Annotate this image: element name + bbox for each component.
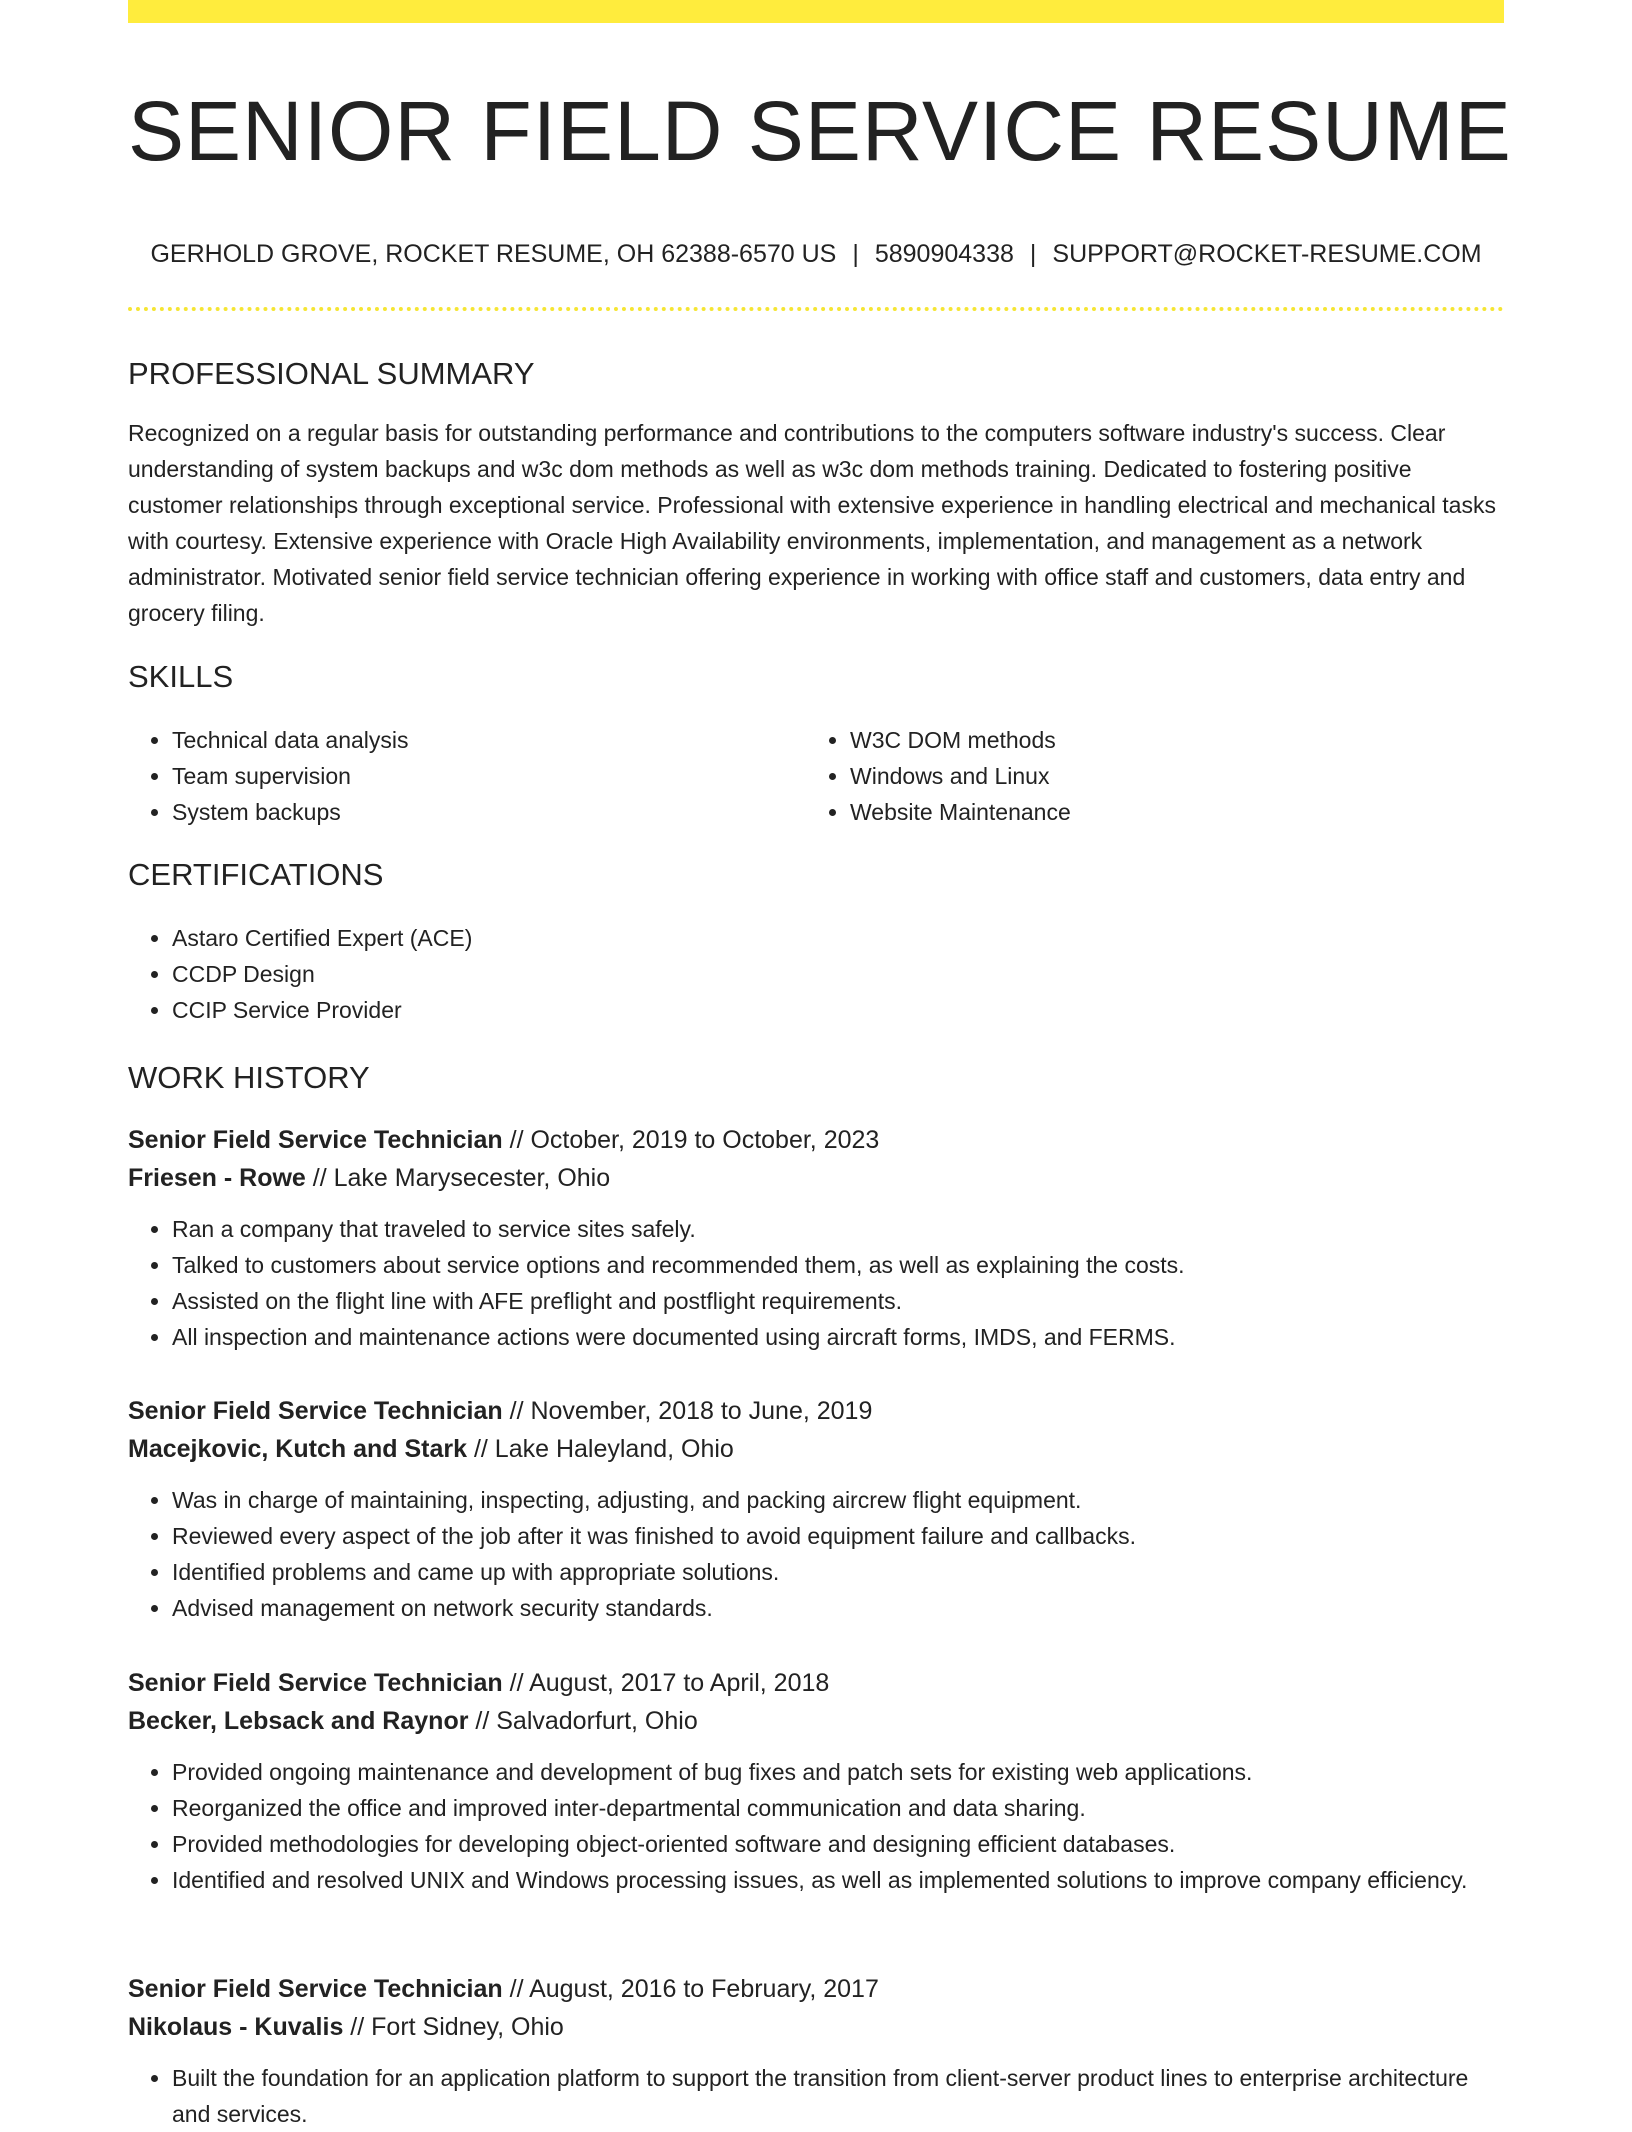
contact-phone: 5890904338	[874, 240, 1014, 268]
certification-item: • CCIP Service Provider	[172, 992, 1504, 1028]
job-bullet: • Ran a company that traveled to service sites safely.	[172, 1211, 1504, 1247]
job-bullet: • Reviewed every aspect of the job after it was finished to avoid equipment failure and callbacks.	[172, 1518, 1504, 1554]
job-bullet: • Built the foundation for an application platform to support the transition from client-server product lines to enterprise architecture and services.	[172, 2060, 1504, 2132]
job-bullet: • All inspection and maintenance actions were documented using aircraft forms, IMDS, and FERMS.	[172, 1319, 1504, 1355]
summary-heading: PROFESSIONAL SUMMARY	[128, 356, 535, 391]
skills-column-left	[128, 722, 788, 830]
job-bullet: • Advised management on network security standards.	[172, 1590, 1504, 1626]
job-bullet: • Provided ongoing maintenance and development of bug fixes and patch sets for existing web applications.	[172, 1754, 1504, 1790]
job-title: Senior Field Service Technician	[128, 1669, 503, 1697]
skill-item: • W3C DOM methods	[850, 722, 1466, 758]
job-location: // Fort Sidney, Ohio	[343, 2013, 564, 2041]
skill-item: • Technical data analysis	[172, 722, 788, 758]
job-title-line	[128, 1970, 1504, 2008]
job-title-line	[128, 1664, 1504, 1702]
contact-line	[128, 234, 1504, 274]
job-title: Senior Field Service Technician	[128, 1975, 503, 2003]
job-bullet: • Provided methodologies for developing object-oriented software and designing efficient databases.	[172, 1826, 1504, 1862]
skill-item: • System backups	[172, 794, 788, 830]
contact-email: SUPPORT@ROCKET-RESUME.COM	[1052, 240, 1482, 268]
skills-heading: SKILLS	[128, 659, 234, 694]
job-company: Macejkovic, Kutch and Stark	[128, 1435, 468, 1463]
job-company: Nikolaus - Kuvalis	[128, 2013, 344, 2041]
job-company-line	[128, 2008, 1504, 2046]
job-bullet: • Talked to customers about service options and recommended them, as well as explaining the costs.	[172, 1247, 1504, 1283]
contact-separator: |	[852, 240, 859, 268]
job-entry	[128, 1664, 1504, 1898]
job-dates: // November, 2018 to June, 2019	[502, 1397, 873, 1425]
job-dates: // October, 2019 to October, 2023	[502, 1126, 880, 1154]
job-location: // Salvadorfurt, Ohio	[468, 1707, 698, 1735]
job-title: Senior Field Service Technician	[128, 1397, 503, 1425]
job-bullet: • Reorganized the office and improved inter-departmental communication and data sharing.	[172, 1790, 1504, 1826]
certification-item: • CCDP Design	[172, 956, 1504, 992]
skill-item: • Team supervision	[172, 758, 788, 794]
certification-item: • Astaro Certified Expert (ACE)	[172, 920, 1504, 956]
job-bullet: • Identified and resolved UNIX and Windows processing issues, as well as implemented solutions to improve company efficiency.	[172, 1862, 1504, 1898]
certifications-heading: CERTIFICATIONS	[128, 857, 384, 892]
job-entry	[128, 1970, 1504, 2132]
job-dates: // August, 2016 to February, 2017	[502, 1975, 879, 2003]
skills-column-right	[806, 722, 1466, 830]
certifications-list	[128, 920, 1504, 1028]
resume-title: SENIOR FIELD SERVICE RESUME	[128, 84, 1512, 178]
job-entry	[128, 1392, 1504, 1626]
job-company: Becker, Lebsack and Raynor	[128, 1707, 469, 1735]
job-bullet: • Assisted on the flight line with AFE preflight and postflight requirements.	[172, 1283, 1504, 1319]
job-location: // Lake Haleyland, Ohio	[467, 1435, 734, 1463]
summary-text: Recognized on a regular basis for outstanding performance and contributions to the computers software industry's success. Clear understanding of system backups and w3c dom methods as well as w3c dom methods training. Dedicated to fostering positive customer relationships through exceptional service. Professional with extensive experience in handling electrical and mechanical tasks with courtesy. Extensive experience with Oracle High Availability environments, implementation, and management as a network administrator. Motivated senior field service technician offering experience in working with office staff and customers, data entry and grocery filing.	[128, 420, 1496, 626]
job-company: Friesen - Rowe	[128, 1164, 306, 1192]
skill-item: • Website Maintenance	[850, 794, 1466, 830]
job-bullet: • Was in charge of maintaining, inspecting, adjusting, and packing aircrew flight equipment.	[172, 1482, 1504, 1518]
job-company-line	[128, 1159, 1504, 1197]
contact-address: GERHOLD GROVE, ROCKET RESUME, OH 62388-6570 US	[150, 240, 837, 268]
job-company-line	[128, 1702, 1504, 1740]
header-divider	[128, 307, 1504, 311]
job-location: // Lake Marysecester, Ohio	[305, 1164, 611, 1192]
skill-item: • Windows and Linux	[850, 758, 1466, 794]
job-title-line	[128, 1121, 1504, 1159]
job-title-line	[128, 1392, 1504, 1430]
job-company-line	[128, 1430, 1504, 1468]
resume-page	[128, 0, 1512, 2127]
job-title: Senior Field Service Technician	[128, 1126, 503, 1154]
job-dates: // August, 2017 to April, 2018	[502, 1669, 830, 1697]
work-history-heading: WORK HISTORY	[128, 1060, 370, 1095]
contact-separator: |	[1029, 240, 1037, 268]
job-entry	[128, 1121, 1504, 1355]
job-bullet: • Identified problems and came up with appropriate solutions.	[172, 1554, 1504, 1590]
accent-top-bar	[128, 0, 1504, 23]
